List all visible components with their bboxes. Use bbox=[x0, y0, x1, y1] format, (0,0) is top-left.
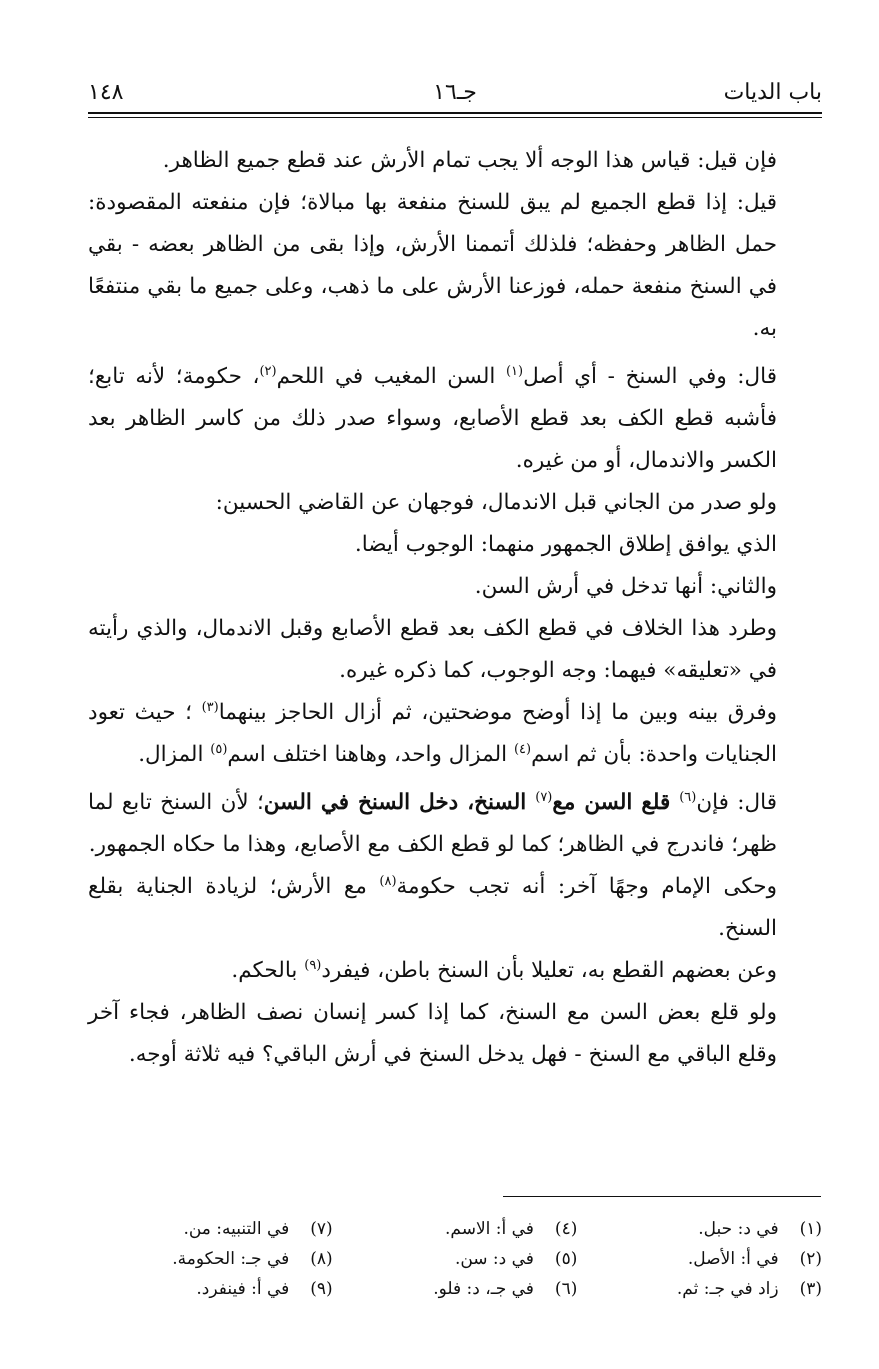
footnote-number: (١) bbox=[799, 1219, 822, 1239]
footnote-text: في د: حبل. bbox=[698, 1219, 779, 1239]
paragraph-text: المزال. bbox=[138, 742, 211, 767]
footnote bbox=[88, 1214, 333, 1244]
bold-text: السنخ، دخل السنخ في السن bbox=[263, 790, 536, 815]
footnote-ref: (٢) bbox=[259, 363, 277, 379]
paragraph: ولو قلع بعض السن مع السنخ، كما إذا كسر إنسان نصف الظاهر، فجاء آخر وقلع الباقي مع السنخ - فهل يدخل السنخ في أرش الباقي؟ فيه ثلاثة أوجه. bbox=[88, 1000, 777, 1067]
footnote-text: في جـ، د: فلو. bbox=[433, 1279, 534, 1299]
paragraph-text: مع الأرش؛ لزيادة الجناية بقلع السنخ. bbox=[88, 874, 777, 941]
paragraph: فإن قيل: قياس هذا الوجه ألا يجب تمام الأرش عند قطع جميع الظاهر. bbox=[162, 148, 777, 173]
paragraph bbox=[88, 692, 822, 776]
footnote-number: (٩) bbox=[310, 1279, 333, 1299]
main-text bbox=[88, 140, 822, 1076]
footnote bbox=[333, 1214, 578, 1244]
page-number: ١٤٨ bbox=[88, 80, 124, 105]
footnotes bbox=[88, 1214, 822, 1304]
footnote bbox=[577, 1274, 822, 1304]
footnote-text: زاد في جـ: ثم. bbox=[676, 1279, 779, 1299]
footnote-number: (٨) bbox=[310, 1249, 333, 1269]
footnote-text: في أ: الأصل. bbox=[687, 1249, 779, 1269]
footnote-ref: (٥) bbox=[210, 741, 228, 757]
footnote-number: (٥) bbox=[554, 1249, 578, 1269]
footnote bbox=[577, 1244, 822, 1274]
footnote-separator bbox=[503, 1196, 821, 1197]
paragraph-text: المزال واحد، وهاهنا اختلف اسم bbox=[227, 742, 514, 767]
footnote-ref: (٤) bbox=[513, 741, 532, 757]
footnote-number: (٣) bbox=[799, 1279, 822, 1299]
paragraph-text: بالحكم. bbox=[231, 958, 305, 983]
header-rule-thin bbox=[88, 117, 822, 118]
footnote-ref: (٩) bbox=[304, 957, 322, 973]
footnote-text: في أ: الاسم. bbox=[445, 1219, 534, 1239]
footnote-ref: (١) bbox=[505, 363, 524, 379]
footnote-ref: (٧) bbox=[535, 789, 553, 805]
paragraph: قيل: إذا قطع الجميع لم يبق للسنخ منفعة بها مبالاة؛ فإن منفعته المقصودة: حمل الظاهر وحفظه؛ فلذلك أتممنا الأرش، وإذا بقى من الظاهر بعضه - بقي في السنخ منفعة حمله، فوزعنا الأرش على ما ذهب، وعلى جميع ما بقي منتفعًا به. bbox=[88, 190, 777, 341]
footnote-ref: (٨) bbox=[379, 873, 397, 889]
footnote bbox=[577, 1214, 822, 1244]
paragraph-text: وفرق بينه وبين ما إذا أوضح موضحتين، ثم أزال الحاجز بينهما bbox=[218, 700, 777, 725]
bold-text: قلع السن مع bbox=[552, 790, 680, 815]
footnote bbox=[88, 1274, 333, 1304]
footnote-text: في أ: فينفرد. bbox=[196, 1279, 290, 1299]
paragraph-text: ؛ لأن السنخ تابع لما ظهر؛ فاندرج في الظاهر؛ كما لو قطع الكف مع الأصابع، وهذا ما حكاه الجمهور. bbox=[88, 790, 777, 857]
paragraph bbox=[88, 356, 822, 482]
footnote-text: في التنبيه: من. bbox=[183, 1219, 290, 1239]
paragraph: ولو صدر من الجاني قبل الاندمال، فوجهان عن القاضي الحسين: bbox=[215, 490, 777, 515]
paragraph: الذي يوافق إطلاق الجمهور منهما: الوجوب أيضا. bbox=[354, 532, 777, 557]
paragraph-text: وعن بعضهم القطع به، تعليلا بأن السنخ باطن، فيفرد bbox=[321, 958, 777, 983]
header-rule-thick bbox=[88, 112, 822, 114]
paragraph: والثاني: أنها تدخل في أرش السن. bbox=[474, 574, 777, 599]
paragraph-text: ، حكومة؛ لأنه تابع؛ فأشبه قطع الكف بعد قطع الأصابع، وسواء صدر ذلك من كاسر الظاهر بعد الكسر والاندمال، أو من غيره. bbox=[88, 364, 777, 473]
footnote-number: (٤) bbox=[554, 1219, 578, 1239]
volume-label: جـ١٦ bbox=[433, 80, 477, 105]
footnote-ref: (٣) bbox=[201, 699, 219, 715]
paragraph-text: وحكى الإمام وجهًا آخر: أنه تجب حكومة bbox=[396, 874, 777, 899]
footnote-text: في د: سن. bbox=[454, 1249, 534, 1269]
footnote bbox=[88, 1244, 333, 1274]
paragraph-text: قال: وفي السنخ - أي أصل bbox=[523, 364, 777, 389]
footnote-ref: (٦) bbox=[679, 789, 697, 805]
chapter-title: باب الديات bbox=[723, 80, 822, 105]
footnote bbox=[333, 1274, 578, 1304]
paragraph bbox=[88, 782, 822, 866]
paragraph-text: قال: فإن bbox=[696, 790, 777, 815]
paragraph bbox=[88, 866, 822, 950]
footnote-number: (٧) bbox=[310, 1219, 333, 1239]
footnote-number: (٢) bbox=[799, 1249, 822, 1269]
paragraph-text: السن المغيب في اللحم bbox=[276, 364, 506, 389]
paragraph-text: ؛ حيث تعود الجنايات واحدة: بأن ثم اسم bbox=[88, 700, 777, 767]
footnote-text: في جـ: الحكومة. bbox=[172, 1249, 290, 1269]
running-header bbox=[88, 78, 822, 108]
paragraph bbox=[88, 950, 822, 992]
footnote bbox=[333, 1244, 578, 1274]
footnote-number: (٦) bbox=[554, 1279, 578, 1299]
paragraph: وطرد هذا الخلاف في قطع الكف بعد قطع الأصابع وقبل الاندمال، والذي رأيته في «تعليقه» فيهما: وجه الوجوب، كما ذكره غيره. bbox=[88, 616, 777, 683]
